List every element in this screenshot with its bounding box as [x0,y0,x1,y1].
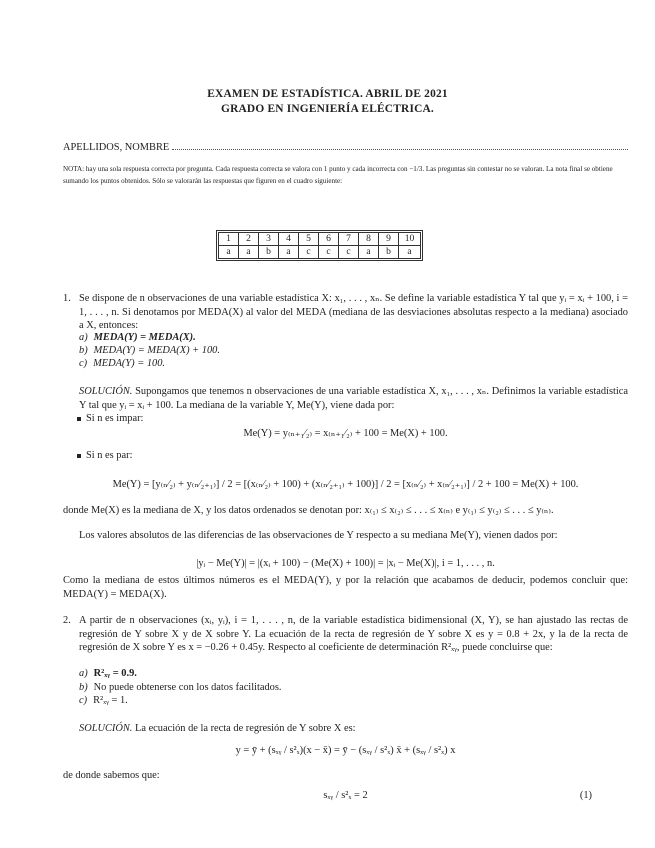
solution-text: La ecuación de la recta de regresión de Y sobre X es: [135,723,356,734]
table-cell: a [279,246,299,259]
equation-number: (1) [579,790,592,801]
question-2-option-c [79,694,128,708]
name-dotted-line [172,141,628,150]
table-cell: c [339,246,359,259]
table-cell: 6 [319,233,339,246]
table-cell: a [359,246,379,259]
option-text: R²ₓᵧ = 0.9. [93,668,137,679]
name-label: APELLIDOS, NOMBRE [63,142,170,153]
equation-regression: y = ȳ + (sₓᵧ / s²ₓ)(x − x̄) = ȳ − (sₓᵧ / s²ₓ) x̄ + (sₓᵧ / s²ₓ) x [235,745,456,756]
table-cell: 3 [259,233,279,246]
exam-title: EXAMEN DE ESTADÍSTICA. ABRIL DE 2021 [207,88,448,100]
option-text: MEDA(Y) = MEDA(X). [93,332,196,343]
bullet-odd: Si n es impar: [86,413,144,424]
solution-label: SOLUCIÓN. [79,386,133,397]
exam-subtitle: GRADO EN INGENIERÍA ELÉCTRICA. [221,103,434,115]
question-2-text: A partir de n observaciones (xᵢ, yᵢ), i = 1, . . . , n, de la variable estadística bidimensional (X, Y), se han ajustado las rectas de regresión de Y sobre X y de X sobre Y. La ecuación de la recta de regresión de Y sobre X es y = 0.8 + 2x, y la de la recta de regresión de X sobre Y es x = −0.26 + 0.45y. Respecto al coeficiente de determinación R²ₓᵧ, puede concluirse que: [79,615,628,654]
table-cell: a [399,246,421,259]
table-cell: 7 [339,233,359,246]
table-cell: b [259,246,279,259]
answer-table-numbers-row [219,233,421,246]
table-cell: c [299,246,319,259]
exam-note: NOTA: hay una sola respuesta correcta por pregunta. Cada respuesta correcta se valora con 1 punto y cada incorrecta con −1/3. Las preguntas sin contestar no se valoran. La nota final se obtiene sumando los puntos obtenidos. Sólo se valorarán las respuestas que figuren en el cuadro siguiente: [63,165,613,186]
question-2-solution [79,722,628,736]
table-cell: 8 [359,233,379,246]
question-2-option-a [79,667,137,681]
equation-even: Me(Y) = [y₍ₙ⁄₂₎ + y₍ₙ⁄₂₊₁₎] / 2 = [(x₍ₙ⁄₂₎ + 100) + (x₍ₙ⁄₂₊₁₎ + 100)] / 2 = [x₍ₙ⁄₂₎ + x₍ₙ⁄₂₊₁₎] / 2 + 100 = Me(X) + 100. [112,479,579,490]
question-1-number: 1. [63,293,71,304]
option-letter: c) [79,358,88,369]
option-text: No puede obtenerse con los datos facilitados. [93,682,282,693]
option-letter: a) [79,332,88,343]
solution-ordering-text: donde Me(X) es la mediana de X, y los datos ordenados se denotan por: x₍₁₎ ≤ x₍₂₎ ≤ . . . ≤ x₍ₙ₎ e y₍₁₎ ≤ y₍₂₎ ≤ . . . ≤ y₍ₙ₎. [63,505,554,516]
question-1-option-b [79,344,220,358]
solution-from-text: de donde sabemos que: [63,770,160,781]
solution-conclusion: Como la mediana de estos últimos números es el MEDA(Y), y por la relación que acabamos de deducir, podemos concluir que: MEDA(Y) = MEDA(X). [63,575,628,600]
table-cell: 4 [279,233,299,246]
option-text: MEDA(Y) = 100. [93,358,166,369]
solution-label: SOLUCIÓN. [79,723,133,734]
solution-abs-text: Los valores absolutos de las diferencias de las observaciones de Y respecto a su mediana Me(Y), vienen dados por: [79,530,558,541]
option-text: R²ₓᵧ = 1. [93,695,128,706]
question-2-option-b [79,681,282,695]
name-field-row [63,141,628,155]
table-cell: c [319,246,339,259]
question-1-option-c [79,357,165,371]
answer-table [218,232,421,259]
equation-odd: Me(Y) = y₍ₙ₊₁⁄₂₎ = x₍ₙ₊₁⁄₂₎ + 100 = Me(X) + 100. [243,428,448,439]
table-cell: 1 [219,233,239,246]
equation-slope: sₓᵧ / s²ₓ = 2 [323,790,368,801]
equation-abs: |yᵢ − Me(Y)| = |(xᵢ + 100) − (Me(X) + 100)| = |xᵢ − Me(X)|, i = 1, . . . , n. [196,558,495,569]
bullet-even: Si n es par: [86,450,133,461]
answer-table-answers-row [219,246,421,259]
option-letter: b) [79,682,88,693]
table-cell: b [379,246,399,259]
solution-text: Supongamos que tenemos n observaciones de una variable estadística X, x₁, . . . , xₙ. Definimos la variable estadística Y tal que yᵢ = xᵢ + 100. La mediana de la variable Y, Me(Y), viene dada por: [79,386,628,411]
table-cell: 2 [239,233,259,246]
question-1-solution [79,385,628,412]
option-text: MEDA(Y) = MEDA(X) + 100. [93,345,220,356]
option-letter: c) [79,695,88,706]
table-cell: 10 [399,233,421,246]
question-2-number: 2. [63,615,71,626]
option-letter: b) [79,345,88,356]
table-cell: a [239,246,259,259]
table-cell: a [219,246,239,259]
table-cell: 9 [379,233,399,246]
question-1-text: Se dispone de n observaciones de una variable estadística X: x₁, . . . , xₙ. Se define la variable estadística Y tal que yᵢ = xᵢ + 100, i = 1, . . . , n. Si denotamos por MEDA(X) al valor del MEDA (mediana de las desviaciones absolutas respecto a la mediana) asociado a X, entonces: [79,293,628,332]
question-1-option-a [79,331,196,345]
table-cell: 5 [299,233,319,246]
option-letter: a) [79,668,88,679]
